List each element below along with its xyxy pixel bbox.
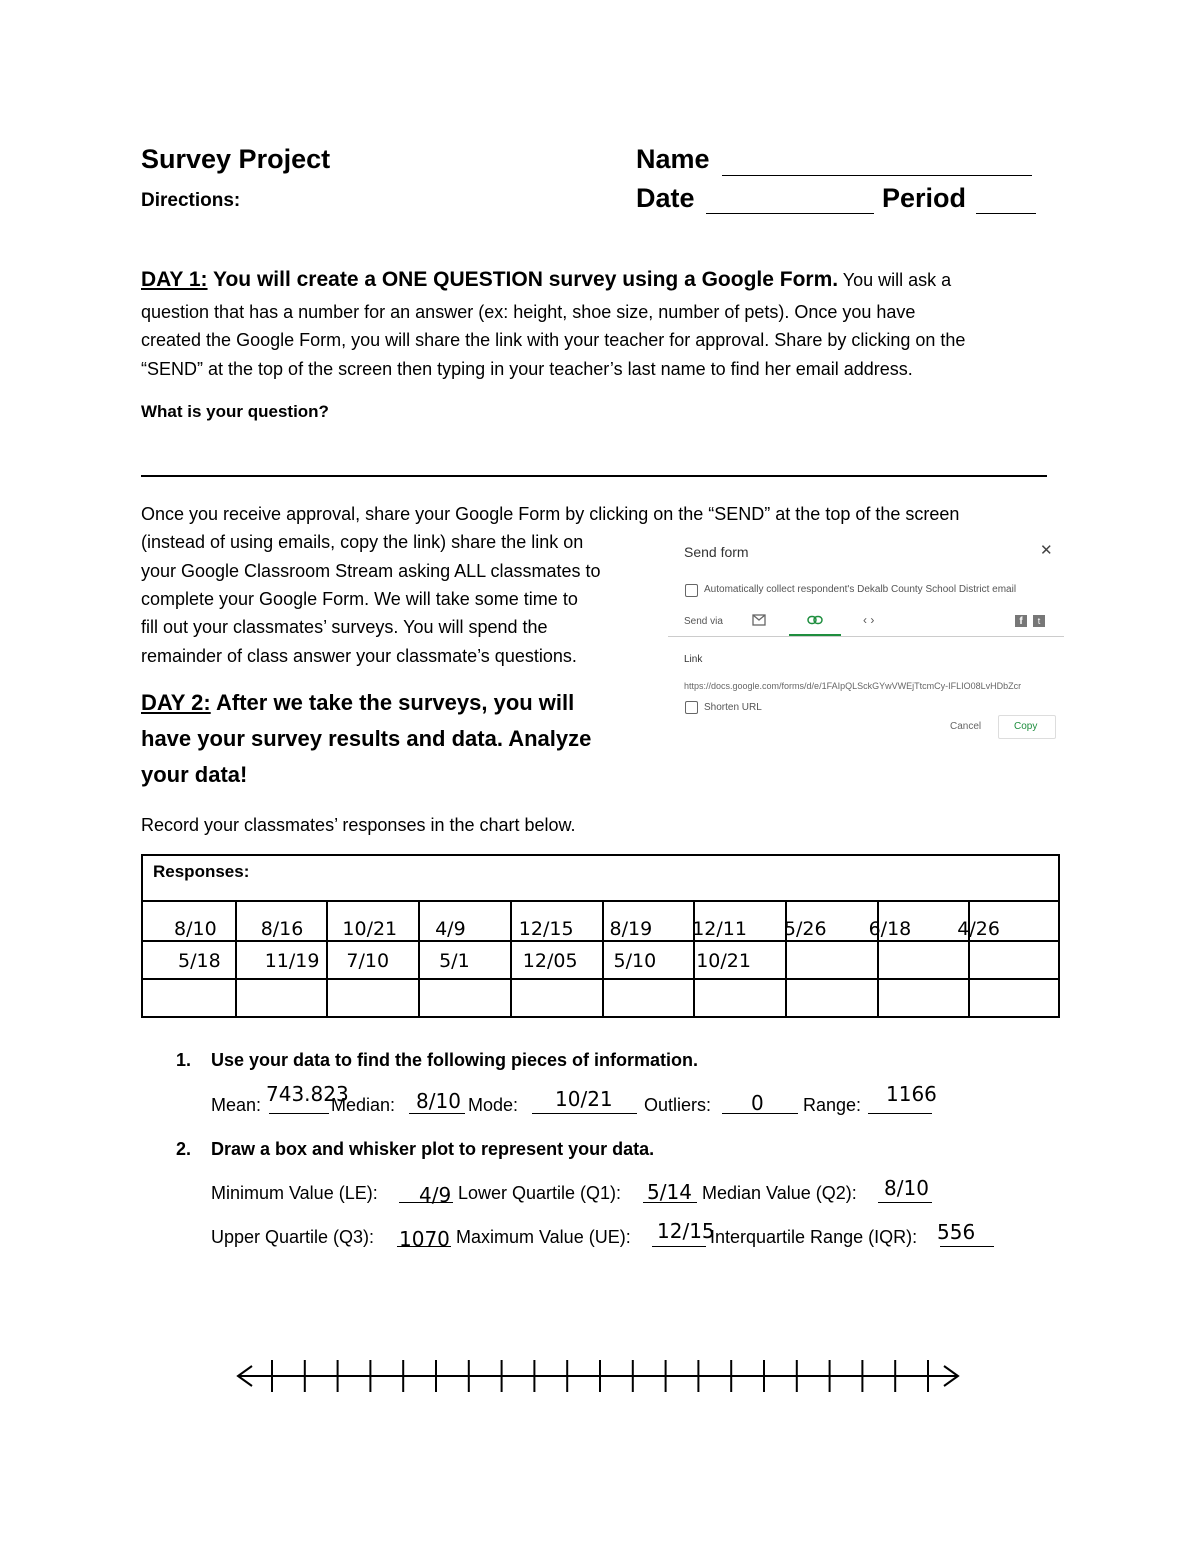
day2-line1 [141,690,574,716]
responses-label: Responses: [153,862,250,881]
median-label: Median: [331,1095,396,1115]
collect-email-label: Automatically collect respondent's Dekalb County School District email [704,584,1017,595]
response-cell[interactable]: 12/11 [692,918,747,940]
min-label: Minimum Value (LE): [211,1183,378,1203]
link-icon[interactable] [807,615,823,625]
response-cell[interactable]: 8/16 [260,918,304,940]
mean-blank[interactable] [269,1113,329,1114]
send-form-title: Send form [684,544,749,560]
number-line[interactable] [232,1356,964,1396]
response-cell[interactable]: 5/10 [613,950,657,972]
mode-blank[interactable] [532,1113,637,1114]
table-rule [143,978,1058,980]
mode-value: 10/21 [555,1087,613,1111]
share-line2: (instead of using emails, copy the link) share the link on [141,532,584,552]
response-cell[interactable]: 10/21 [342,918,398,940]
day1-line3: created the Google Form, you will share the link with your teacher for approval. Share by clicking on the [141,330,966,350]
period-blank[interactable] [976,213,1036,214]
response-cell[interactable]: 8/10 [174,918,217,940]
day1-line4: “SEND” at the top of the screen then typing in your teacher’s last name to find her email address. [141,359,913,379]
iqr-blank[interactable] [940,1246,994,1247]
max-blank[interactable] [652,1246,706,1247]
page-title: Survey Project [141,144,331,174]
response-cell[interactable]: 4/26 [957,918,1000,940]
share-line1: Once you receive approval, share your Google Form by clicking on the “SEND” at the top of the screen [141,504,960,524]
copy-button[interactable] [998,715,1056,739]
day1-line1-tail: You will ask a [838,270,952,290]
response-cell[interactable]: 8/19 [609,918,653,940]
range-label: Range: [803,1095,862,1115]
table-column-rule [326,901,328,1016]
send-form-divider [668,636,1064,637]
day2-line2: have your survey results and data. Analyze [141,726,592,751]
send-form-dialog [668,530,1064,748]
date-blank[interactable] [706,213,874,214]
mean-label: Mean: [211,1095,262,1115]
response-cell[interactable]: 10/21 [696,950,751,972]
responses-table [141,854,1060,1018]
facebook-icon[interactable]: f [1015,615,1027,627]
q2-value: 8/10 [884,1176,929,1200]
number-line-ticks [272,1360,928,1392]
day2-line3: your data! [141,762,248,787]
day1-line2: question that has a number for an answer (ex: height, shoe size, number of pets). Once you have [141,302,916,322]
iqr-label: Interquartile Range (IQR): [710,1227,918,1247]
table-rule [143,940,1058,942]
q3-value: 1070 [399,1227,450,1251]
median-value: 8/10 [416,1089,461,1113]
share-line3: your Google Classroom Stream asking ALL classmates to [141,561,601,581]
range-value: 1166 [886,1082,937,1106]
close-icon[interactable]: ✕ [1040,542,1053,559]
response-cell[interactable]: 5/1 [439,950,470,972]
date-label: Date [636,183,695,213]
send-via-label: Send via [684,616,723,627]
cancel-button[interactable]: Cancel [950,721,982,732]
response-cell[interactable]: 11/19 [264,950,320,972]
table-column-rule [418,901,420,1016]
q2-number: 2. [176,1139,192,1159]
question-answer-line[interactable] [141,475,1047,477]
day2-heading-prefix: DAY 2: [141,690,211,715]
collect-email-checkbox[interactable] [685,584,698,597]
directions-label: Directions: [141,190,241,211]
q1-prompt: Use your data to find the following pieces of information. [211,1050,699,1070]
min-value: 4/9 [419,1183,452,1207]
table-column-rule [510,901,512,1016]
day1-heading: You will create a ONE QUESTION survey using a Google Form. [207,268,839,291]
response-cell[interactable]: 4/9 [435,918,466,940]
day1-heading-prefix: DAY 1: [141,268,208,291]
q2-label: Median Value (Q2): [702,1183,857,1203]
q2-blank[interactable] [878,1202,932,1203]
copy-button-label: Copy [1014,721,1038,732]
max-label: Maximum Value (UE): [456,1227,631,1247]
table-column-rule [235,901,237,1016]
response-cell[interactable]: 12/15 [518,918,574,940]
share-line6: remainder of class answer your classmate’s questions. [141,646,577,666]
table-column-rule [602,901,604,1016]
day1-line1 [141,266,951,295]
outliers-value: 0 [751,1091,764,1115]
range-blank[interactable] [868,1113,932,1114]
mean-value: 743.823 [266,1082,349,1106]
record-instructions: Record your classmates’ responses in the chart below. [141,815,576,835]
response-cell[interactable]: 12/05 [522,950,578,972]
q1-number: 1. [176,1050,192,1070]
link-url[interactable]: https://docs.google.com/forms/d/e/1FAIpQLSckGYwVWEjTtcmCy-IFLIO08LvHDbZcr [684,681,1022,691]
response-cell[interactable]: 5/26 [783,918,827,940]
mode-label: Mode: [468,1095,519,1115]
q2-prompt: Draw a box and whisker plot to represent your data. [211,1139,655,1159]
share-line4: complete your Google Form. We will take some time to [141,589,578,609]
table-rule [143,900,1058,902]
response-cell[interactable]: 5/18 [178,950,221,972]
name-label: Name [636,144,710,174]
median-blank[interactable] [409,1113,465,1114]
question-label: What is your question? [141,402,329,421]
twitter-icon[interactable]: t [1033,615,1045,627]
response-cell[interactable]: 7/10 [346,950,390,972]
link-label: Link [684,654,703,665]
day2-line1-rest: After we take the surveys, you will [210,690,575,715]
shorten-url-checkbox[interactable] [685,701,698,714]
iqr-value: 556 [937,1220,976,1244]
outliers-label: Outliers: [644,1095,712,1115]
embed-icon[interactable]: ‹ › [863,613,875,627]
email-icon[interactable] [752,614,766,626]
q1-label: Lower Quartile (Q1): [458,1183,622,1203]
response-cell[interactable]: 6/18 [868,918,912,940]
period-label: Period [882,183,967,213]
share-line5: fill out your classmates’ surveys. You will spend the [141,617,548,637]
shorten-url-label: Shorten URL [704,702,762,713]
name-blank[interactable] [722,175,1032,176]
q1-value: 5/14 [647,1180,692,1204]
max-value: 12/15 [657,1219,715,1243]
q3-label: Upper Quartile (Q3): [211,1227,375,1247]
